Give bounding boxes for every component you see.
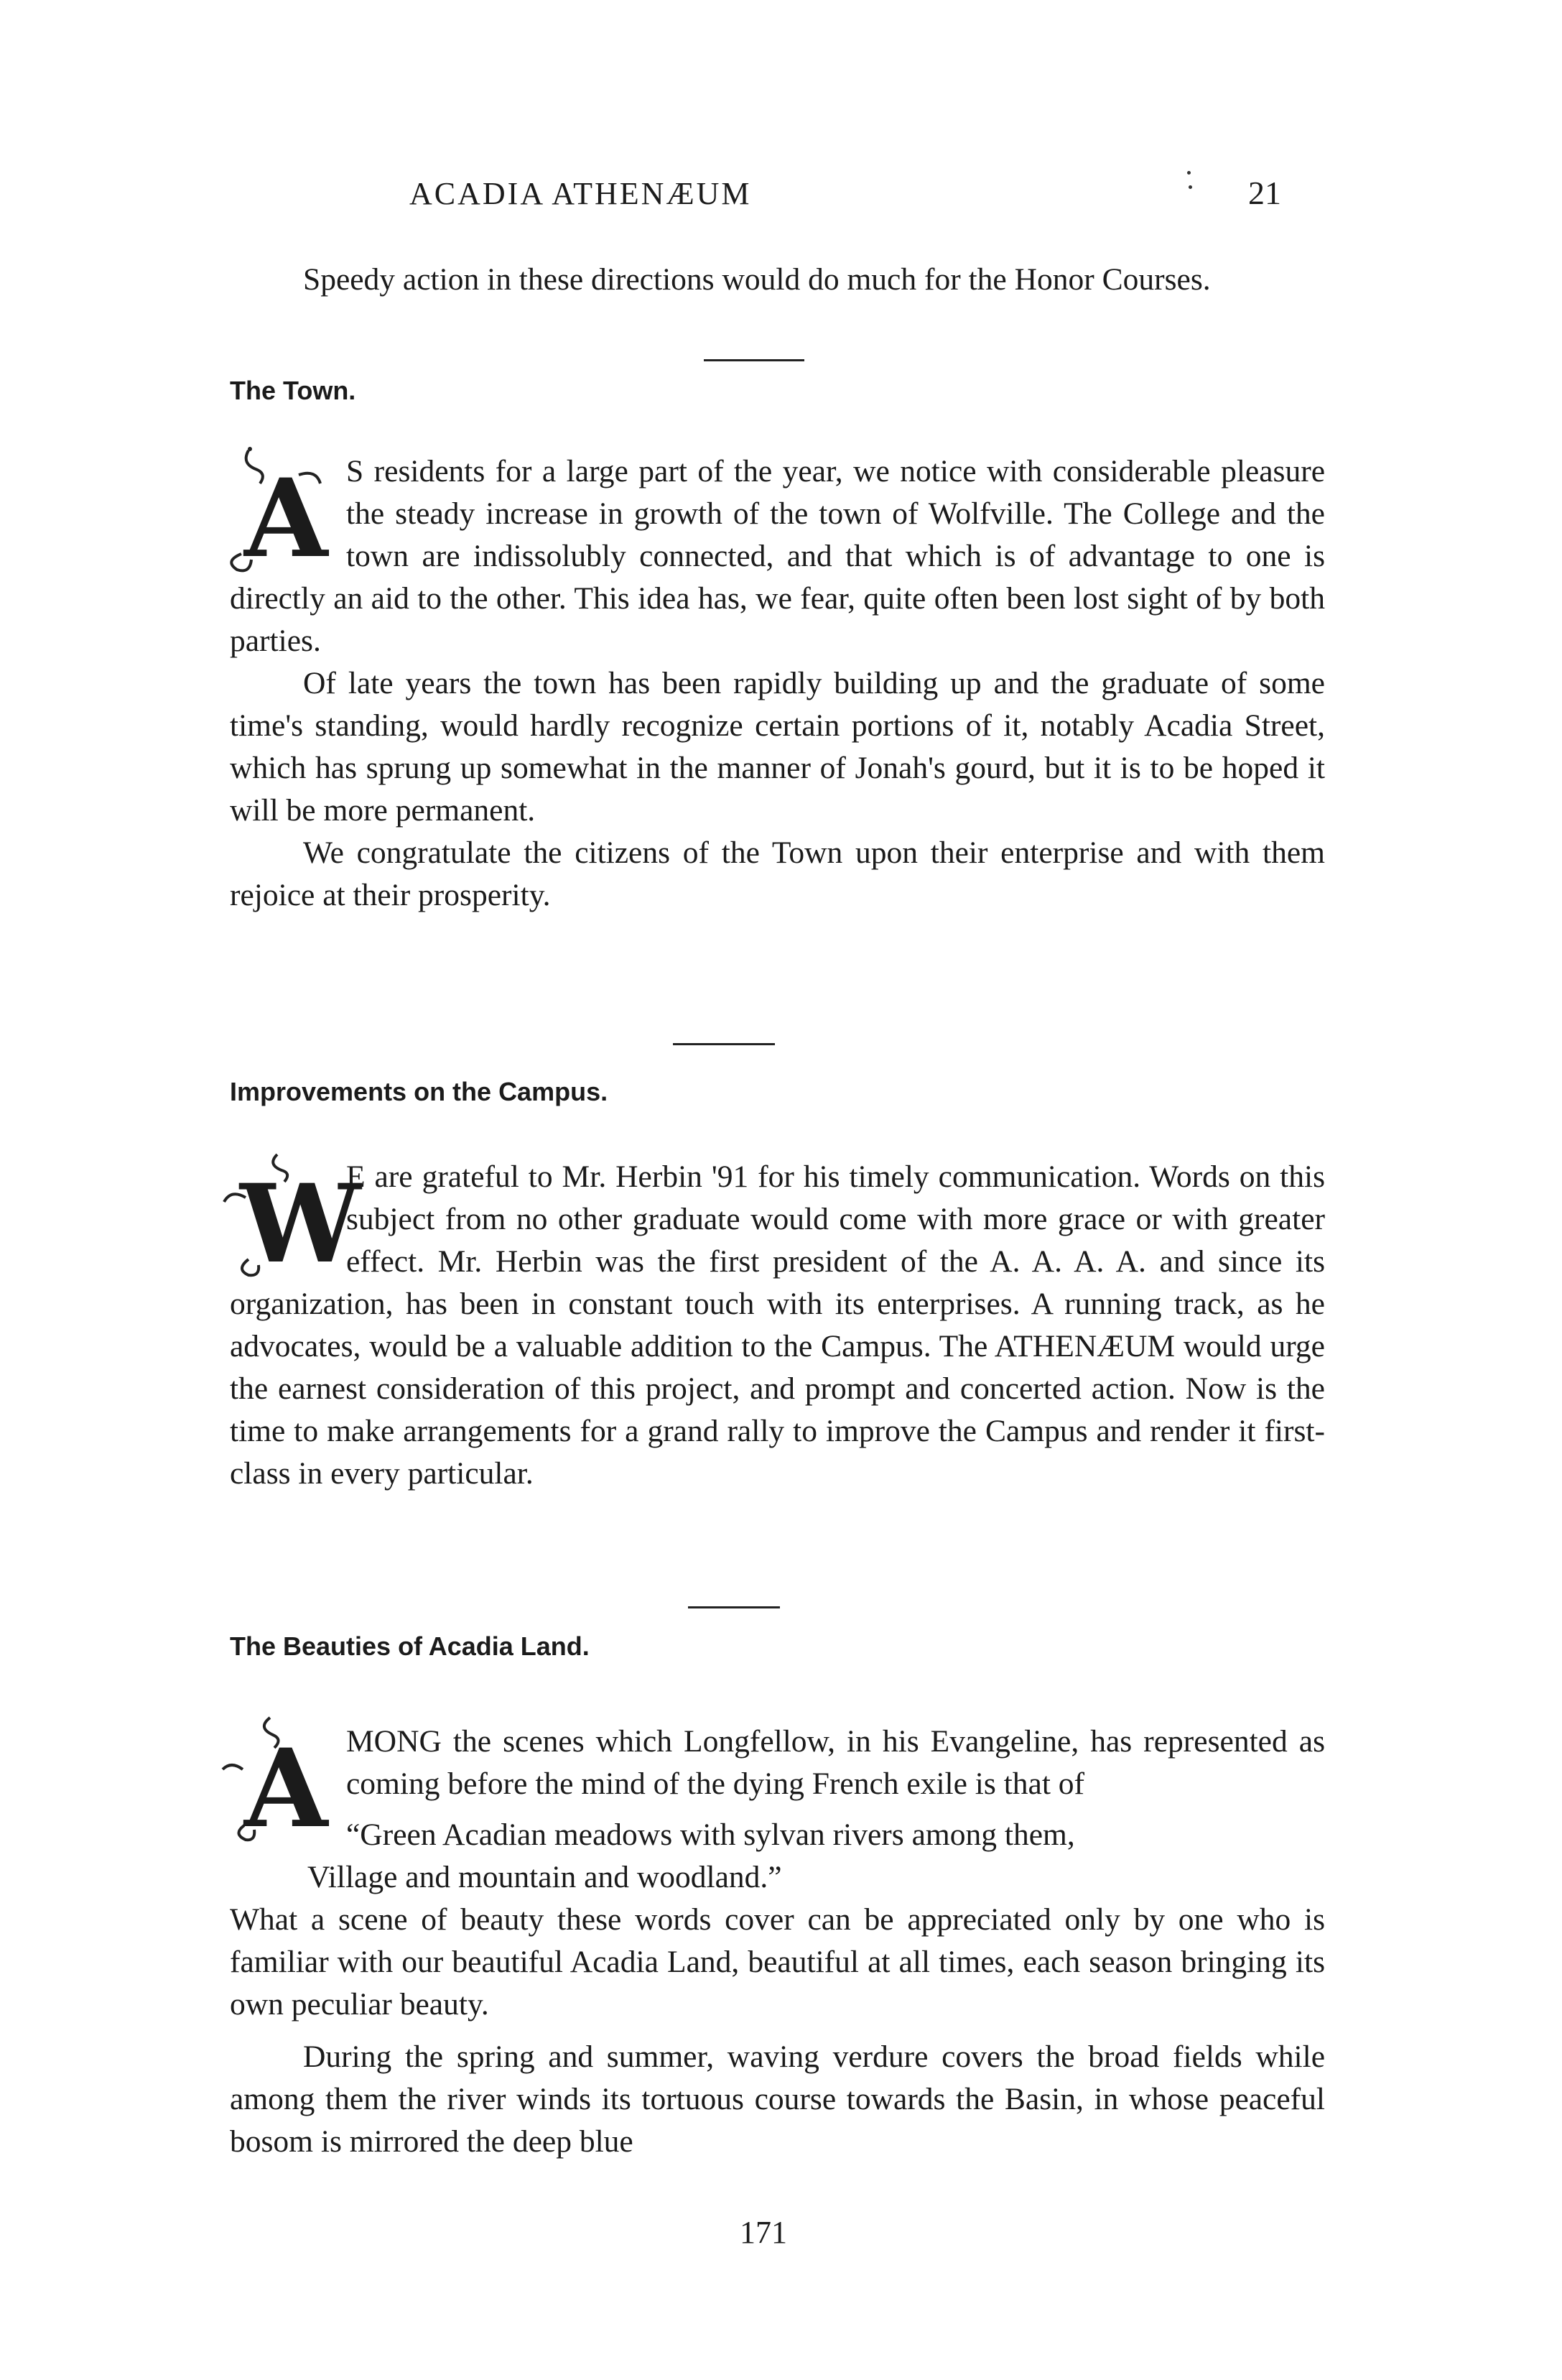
- verse-line: “Green Acadian meadows with sylvan rivers among them,: [346, 1818, 1075, 1852]
- ornamental-drop-cap: [220, 446, 335, 582]
- section-the-town: [230, 369, 1325, 917]
- section-improvements-campus: [230, 1070, 1325, 1495]
- print-speck: [1187, 171, 1191, 175]
- body-paragraph: During the spring and summer, waving verdure covers the broad fields while among them the river winds its tortuous course towards the Basin, in whose peaceful bosom is mirrored the deep blue: [230, 2039, 1325, 2159]
- body-paragraph: We congratulate the citizens of the Town upon their enterprise and with them rejoice at their prosperity.: [230, 835, 1325, 912]
- print-speck: [1189, 185, 1192, 189]
- ornamental-drop-cap: [220, 1152, 361, 1287]
- running-title: ACADIA ATHENÆUM: [409, 176, 752, 211]
- section-divider: [704, 359, 804, 361]
- body-paragraph: S residents for a large part of the year, we notice with considerable pleasure the steady increase in growth of the town of Wolfville. The College and the town are indissolubly connected, and that which is of advantage to one is directly an aid to the other. This idea has, we fear, quite often been lost sight of by both parties.: [230, 454, 1325, 658]
- signature-number: 171: [740, 2215, 787, 2250]
- section-heading: The Town.: [230, 376, 356, 405]
- intro-block: [230, 259, 1325, 301]
- body-paragraph: E are grateful to Mr. Herbin '91 for his timely communication. Words on this subject from no other graduate would come with more grace or with greater effect. Mr. Herbin was the first president of the A. A. A. A. and since its organization, has been in constant touch with its enterprises. A running track, as he advocates, would be a valuable addition to the Campus. The ATHENÆUM would urge the earnest consideration of this project, and prompt and concerted action. Now is the time to make arrangements for a grand rally to improve the Campus and render it first-class in every particular.: [230, 1159, 1325, 1491]
- body-paragraph: Of late years the town has been rapidly building up and the graduate of some time's standing, would hardly recognize certain portions of it, notably Acadia Street, which has sprung up somewhat in the manner of Jonah's gourd, but it is to be hoped it will be more permanent.: [230, 666, 1325, 828]
- drop-cap-letter: W: [240, 1161, 361, 1287]
- drop-cap-letter: A: [244, 455, 328, 582]
- section-heading: The Beauties of Acadia Land.: [230, 1631, 590, 1661]
- body-paragraph: What a scene of beauty these words cover can be appreciated only by one who is familiar with our beautiful Acadia Land, beautiful at all times, each season bringing its own peculiar beauty.: [230, 1902, 1325, 2022]
- section-divider: [673, 1043, 775, 1045]
- drop-cap-letter: A: [244, 1726, 328, 1852]
- verse-line: Village and mountain and woodland.”: [307, 1860, 782, 1894]
- section-divider: [688, 1606, 780, 1608]
- body-paragraph: MONG the scenes which Longfellow, in his Evangeline, has represented as coming before the mind of the dying French exile is that of: [346, 1724, 1325, 1801]
- ornamental-drop-cap: [220, 1716, 335, 1852]
- section-heading: Improvements on the Campus.: [230, 1077, 608, 1106]
- section-beauties-acadia: [230, 1625, 1325, 2163]
- intro-paragraph: Speedy action in these directions would do much for the Honor Courses.: [303, 262, 1211, 297]
- page-number: 21: [1248, 175, 1281, 211]
